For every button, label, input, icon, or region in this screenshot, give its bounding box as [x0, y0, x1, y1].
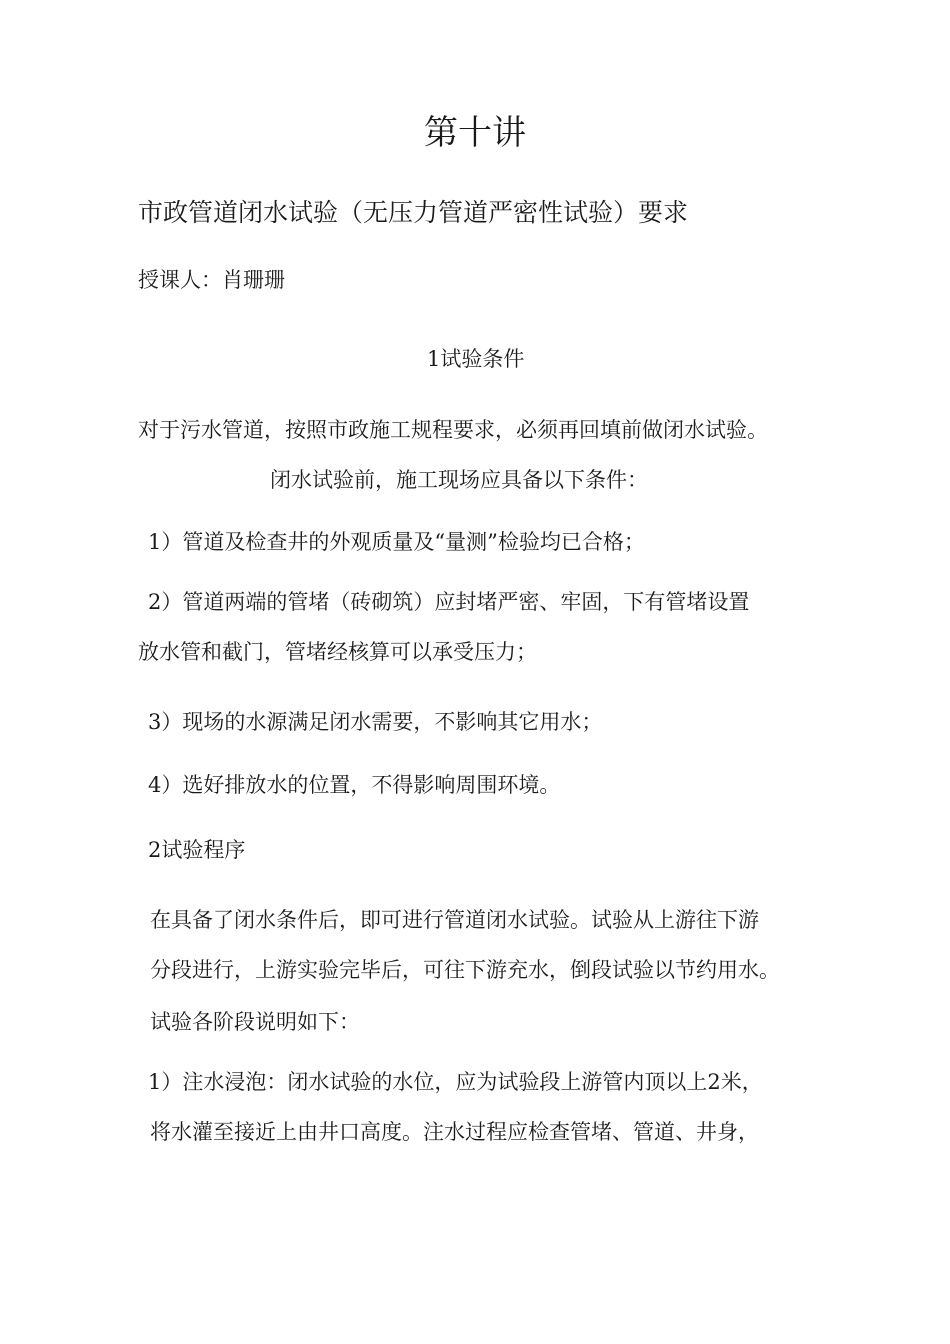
section1-intro: 对于污水管道，按照市政施工规程要求，必须再回填前做闭水试验。 [138, 418, 768, 442]
condition-item-3: 3）现场的水源满足闭水需要，不影响其它用水； [148, 710, 603, 734]
section2-heading: 2试验程序 [148, 838, 246, 862]
section1-lead: 闭水试验前，施工现场应具备以下条件： [270, 468, 648, 492]
condition-item-2: 2）管道两端的管堵（砖砌筑）应封堵严密、牢固，下有管堵设置 [148, 590, 750, 614]
procedure-step-1: 1）注水浸泡：闭水试验的水位，应为试验段上游管内顶以上2米， [148, 1070, 763, 1094]
condition-item-1: 1）管道及检查井的外观质量及“量测”检验均已合格； [148, 530, 645, 554]
procedure-step-1-continued: 将水灌至接近上由井口高度。注水过程应检查管堵、管道、井身， [150, 1120, 759, 1144]
procedure-paragraph-line-1: 在具备了闭水条件后，即可进行管道闭水试验。试验从上游往下游 [150, 908, 759, 932]
lecture-title: 第十讲 [424, 113, 526, 153]
procedure-paragraph-line-2: 分段进行，上游实验完毕后，可往下游充水，倒段试验以节约用水。 [150, 958, 780, 982]
document-subtitle: 市政管道闭水试验（无压力管道严密性试验）要求 [138, 198, 689, 227]
procedure-paragraph-line-3: 试验各阶段说明如下： [150, 1010, 360, 1034]
condition-item-2-continued: 放水管和截门，管堵经核算可以承受压力； [138, 640, 537, 664]
condition-item-4: 4）选好排放水的位置，不得影响周围环境。 [148, 773, 561, 797]
section1-heading: 1试验条件 [427, 347, 525, 371]
lecturer-line: 授课人：肖珊珊 [138, 268, 285, 292]
